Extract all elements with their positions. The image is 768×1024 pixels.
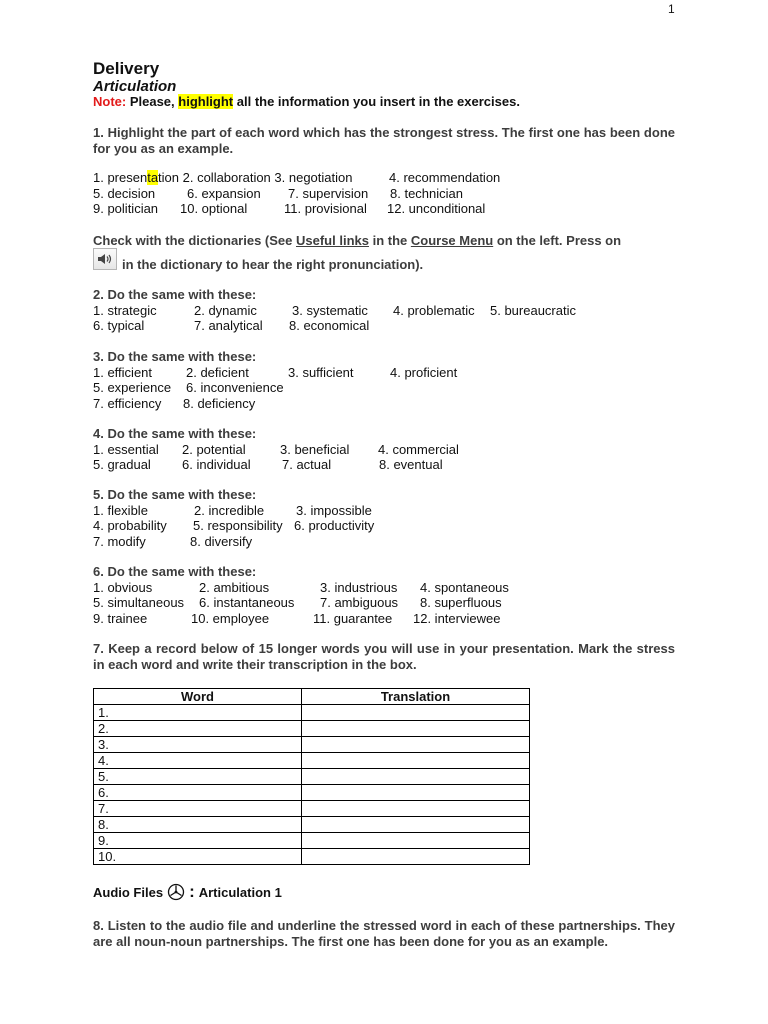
word-item: 4. problematic xyxy=(393,302,475,318)
word-item: 2. deficient xyxy=(186,364,249,380)
audio-file-link[interactable]: Articulation 1 xyxy=(198,884,282,900)
word-row xyxy=(93,457,693,473)
word-row xyxy=(93,201,693,217)
word-cell[interactable]: 10. xyxy=(94,849,302,865)
word-item: 7. efficiency xyxy=(93,395,162,411)
word-row xyxy=(93,595,693,611)
word-item: 6. inconvenience xyxy=(186,380,284,395)
word-item: 5. decision xyxy=(93,185,156,201)
translation-cell[interactable] xyxy=(302,721,530,737)
audio-reel-icon[interactable] xyxy=(167,883,185,901)
word-item: 6. expansion xyxy=(187,185,261,201)
col-translation-header: Translation xyxy=(302,689,530,705)
word-item: 2. incredible xyxy=(194,502,265,518)
exercise-heading: 6. Do the same with these: xyxy=(93,564,257,579)
note-text-pre: Please, xyxy=(126,94,179,109)
word-cell[interactable]: 6. xyxy=(94,785,302,801)
table-header-row xyxy=(94,689,530,705)
exercise-4 xyxy=(93,426,693,473)
translation-cell[interactable] xyxy=(302,785,530,801)
word-row xyxy=(93,611,693,627)
exercise-heading: 2. Do the same with these: xyxy=(93,287,257,302)
exercise-1-words xyxy=(93,170,693,217)
dictionary-instruction-cont: in the dictionary to hear the right pronunciation). xyxy=(122,257,424,272)
word-row xyxy=(93,380,693,396)
word-item: 9. politician xyxy=(93,201,159,216)
stress-highlight: ta xyxy=(147,170,159,185)
table-row xyxy=(94,769,530,785)
word-item: 2. ambitious xyxy=(199,579,270,595)
word-item: 1. efficient xyxy=(93,364,153,380)
word-item: 5. simultaneous xyxy=(93,595,185,610)
table-row xyxy=(94,785,530,801)
word-item: 4. proficient xyxy=(390,364,458,380)
exercise-8-heading: 8. Listen to the audio file and underline the stressed word in each of these partnerships. They are all noun-noun partnerships. The first one has been done for you as an example. xyxy=(93,918,675,949)
word-item: 7. modify xyxy=(93,533,146,549)
translation-cell[interactable] xyxy=(302,737,530,753)
record-table xyxy=(93,688,530,865)
word-item: 12. interviewee xyxy=(413,610,501,626)
translation-cell[interactable] xyxy=(302,817,530,833)
word-item: 1. strategic xyxy=(93,302,157,318)
table-row xyxy=(94,817,530,833)
word-item: 5. experience xyxy=(93,380,172,395)
speaker-button[interactable] xyxy=(93,248,117,270)
word-cell[interactable]: 9. xyxy=(94,833,302,849)
table-row xyxy=(94,801,530,817)
table-row xyxy=(94,737,530,753)
note-text-post: all the information you insert in the exercises. xyxy=(233,94,520,109)
useful-links-link[interactable]: Useful links xyxy=(296,233,369,248)
word-item: 8. deficiency xyxy=(183,395,256,411)
word-item: 8. eventual xyxy=(379,457,443,472)
exercise-heading: 3. Do the same with these: xyxy=(93,349,257,364)
col-word-header: Word xyxy=(94,689,302,705)
word-cell[interactable]: 2. xyxy=(94,721,302,737)
audio-files-line xyxy=(93,882,282,902)
exercise-1-heading: 1. Highlight the part of each word which has the strongest stress. The first one has been done for you as an example. xyxy=(93,125,675,156)
word-item: 4. spontaneous xyxy=(420,579,509,595)
translation-cell[interactable] xyxy=(302,769,530,785)
word-row xyxy=(93,442,693,458)
word-item: 7. actual xyxy=(282,457,332,472)
exercise-5 xyxy=(93,487,693,549)
word-row xyxy=(93,318,693,334)
word-item: 12. unconditional xyxy=(387,201,486,216)
word-item: 10. employee xyxy=(191,610,270,626)
word-item: 5. bureaucratic xyxy=(490,302,576,318)
word-row xyxy=(93,503,693,519)
word-item: 9. trainee xyxy=(93,610,148,626)
word-item: 1. flexible xyxy=(93,502,148,518)
word-cell[interactable]: 7. xyxy=(94,801,302,817)
audio-colon: : xyxy=(189,882,195,901)
word-cell[interactable]: 5. xyxy=(94,769,302,785)
word-item: 7. analytical xyxy=(194,318,263,333)
word-item: 1. essential xyxy=(93,441,159,457)
word-row xyxy=(93,170,693,186)
word-cell[interactable]: 4. xyxy=(94,753,302,769)
word-item: 8. technician xyxy=(390,185,463,201)
audio-files-label: Audio Files xyxy=(93,884,164,900)
word-item: 3. industrious xyxy=(320,579,398,595)
word-cell[interactable]: 8. xyxy=(94,817,302,833)
word-item: 11. provisional xyxy=(284,201,367,216)
dictionary-instruction: Check with the dictionaries (See Useful links in the Course Menu on the left. Press on xyxy=(93,233,622,248)
table-row xyxy=(94,833,530,849)
exercise-3 xyxy=(93,349,693,411)
note-line xyxy=(93,94,520,109)
word-cell[interactable]: 3. xyxy=(94,737,302,753)
word-item: 6. instantaneous xyxy=(199,595,295,610)
translation-cell[interactable] xyxy=(302,833,530,849)
table-row xyxy=(94,705,530,721)
word-item: 4. recommendation xyxy=(389,170,501,185)
course-menu-link[interactable]: Course Menu xyxy=(410,233,494,248)
word-row xyxy=(93,186,693,202)
highlight-word: highlight xyxy=(178,94,234,109)
word-item: 3. beneficial xyxy=(280,441,350,457)
exercise-6 xyxy=(93,564,693,626)
document-title: Delivery xyxy=(93,59,160,78)
section-subtitle: Articulation xyxy=(93,78,177,95)
word-item: 6. productivity xyxy=(294,518,375,533)
translation-cell[interactable] xyxy=(302,849,530,865)
note-label: Note: xyxy=(93,94,127,109)
translation-cell[interactable] xyxy=(302,801,530,817)
page-number: 1 xyxy=(668,2,675,16)
word-cell[interactable]: 1. xyxy=(94,705,302,721)
word-row xyxy=(93,518,693,534)
word-item: 5. responsibility xyxy=(193,518,283,533)
exercise-2 xyxy=(93,287,693,334)
word-item: 1. obvious xyxy=(93,579,153,595)
table-row xyxy=(94,721,530,737)
word-item: 10. optional xyxy=(180,201,248,216)
exercise-heading: 4. Do the same with these: xyxy=(93,426,257,441)
word-row xyxy=(93,303,693,319)
word-item: 8. superfluous xyxy=(420,595,502,610)
word-item: 7. ambiguous xyxy=(320,595,399,610)
word-item: 1. presentation 2. collaboration 3. negotiation xyxy=(93,170,353,185)
word-item: 8. economical xyxy=(289,318,370,333)
word-item: 11. guarantee xyxy=(313,610,393,626)
word-row xyxy=(93,534,693,550)
translation-cell[interactable] xyxy=(302,753,530,769)
word-item: 5. gradual xyxy=(93,457,151,472)
word-item: 6. typical xyxy=(93,318,145,333)
word-item: 8. diversify xyxy=(190,533,253,549)
table-row xyxy=(94,849,530,865)
word-item: 3. impossible xyxy=(296,502,372,518)
exercise-heading: 5. Do the same with these: xyxy=(93,487,257,502)
word-row xyxy=(93,396,693,412)
word-row xyxy=(93,580,693,596)
word-item: 4. commercial xyxy=(378,441,459,457)
word-item: 4. probability xyxy=(93,518,167,533)
word-item: 3. sufficient xyxy=(288,364,354,380)
word-item: 7. supervision xyxy=(288,185,369,201)
exercise-7-heading: 7. Keep a record below of 15 longer words you will use in your presentation. Mark the stress in each word and write their transcription in the box. xyxy=(93,641,675,672)
word-item: 6. individual xyxy=(182,457,251,472)
word-item: 2. dynamic xyxy=(194,302,257,318)
speaker-icon xyxy=(97,253,113,265)
word-item: 2. potential xyxy=(182,441,246,457)
word-row xyxy=(93,365,693,381)
word-item: 3. systematic xyxy=(292,302,368,318)
translation-cell[interactable] xyxy=(302,705,530,721)
table-row xyxy=(94,753,530,769)
